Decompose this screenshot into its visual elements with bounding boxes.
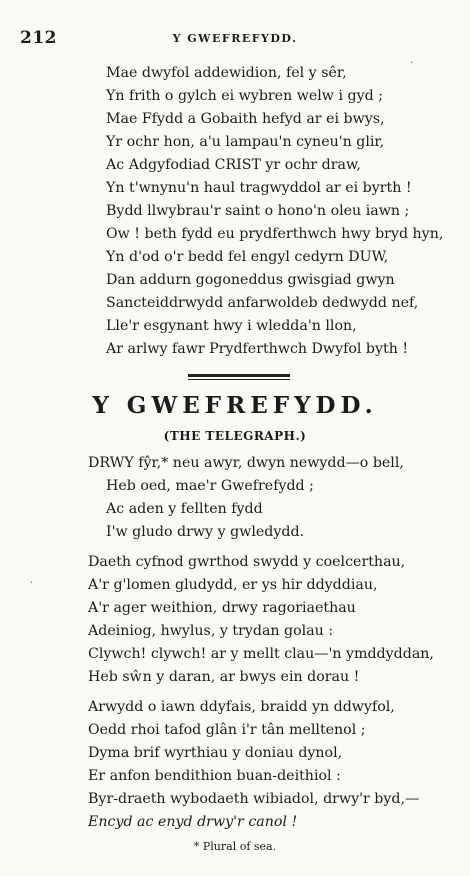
verse-line: Ac aden y fellten fydd	[106, 501, 263, 517]
verse-line: Ar arlwy fawr Prydferthwch Dwyfol byth !	[106, 341, 409, 357]
verse-line: Mae Ffydd a Gobaith hefyd ar ei bwys,	[106, 111, 385, 127]
section-divider-thin	[188, 379, 290, 380]
verse-line: Lle'r esgynant hwy i wledda'n llon,	[106, 318, 357, 334]
verse-line: Yn d'od o'r bedd fel engyl cedyrn DUW,	[106, 249, 389, 265]
verse-line: Dan addurn gogoneddus gwisgiad gwyn	[106, 272, 395, 288]
section-divider	[188, 374, 290, 377]
poem-title: Y GWEFREFYDD.	[92, 392, 378, 419]
page-header	[0, 28, 470, 48]
verse-line: Heb sŵn y daran, ar bwys ein dorau !	[88, 669, 360, 685]
verse-line: Mae dwyfol addewidion, fel y sêr,	[106, 65, 347, 81]
verse-line: Yn t'wnynu'n haul tragwyddol ar ei byrth !	[106, 180, 412, 196]
verse-line: A'r ager weithion, drwy ragoriaethau	[88, 600, 356, 616]
print-speck: ·	[30, 578, 34, 589]
verse-line: Clywch! clywch! ar y mellt clau—'n ymddyddan,	[88, 646, 434, 662]
verse-line: Daeth cyfnod gwrthod swydd y coelcerthau,	[88, 554, 406, 570]
verse-line: Oedd rhoi tafod glân i'r tân melltenol ;	[88, 722, 366, 738]
page-number: 212	[20, 28, 57, 48]
verse-line: Bydd llwybrau'r saint o hono'n oleu iawn ;	[106, 203, 410, 219]
verse-line: Sancteiddrwydd anfarwoldeb dedwydd nef,	[106, 295, 419, 311]
verse-line: Ac Adgyfodiad CRIST yr ochr draw,	[106, 157, 361, 173]
verse-line: Heb oed, mae'r Gwefrefydd ;	[106, 478, 314, 494]
verse-line: I'w gludo drwy y gwledydd.	[106, 524, 305, 540]
footnote: * Plural of sea.	[193, 840, 277, 853]
verse-line: Arwydd o iawn ddyfais, braidd yn ddwyfol,	[88, 699, 395, 715]
verse-line: A'r g'lomen gludydd, er ys hir ddyddiau,	[88, 577, 378, 593]
verse-line: Byr-draeth wybodaeth wibiadol, drwy'r byd,—	[88, 791, 420, 807]
poem-subtitle: (THE TELEGRAPH.)	[163, 429, 307, 443]
verse-line: Dyma brif wyrthiau y doniau dynol,	[88, 745, 343, 761]
verse-line: Encyd ac enyd drwy'r canol !	[88, 814, 298, 830]
verse-line: Ow ! beth fydd eu prydferthwch hwy bryd hyn,	[106, 226, 444, 242]
running-title: Y GWEFREFYDD.	[172, 32, 298, 45]
verse-line: Adeiniog, hwylus, y trydan golau :	[88, 623, 334, 639]
print-speck: ·	[410, 58, 414, 69]
verse-line: Yr ochr hon, a'u lampau'n cyneu'n glir,	[106, 134, 385, 150]
verse-line: Er anfon bendithion buan-deithiol :	[88, 768, 341, 784]
verse-line: DRWY fŷr,* neu awyr, dwyn newydd—o bell,	[88, 455, 404, 471]
verse-line: Yn frith o gylch ei wybren welw i gyd ;	[106, 88, 383, 104]
